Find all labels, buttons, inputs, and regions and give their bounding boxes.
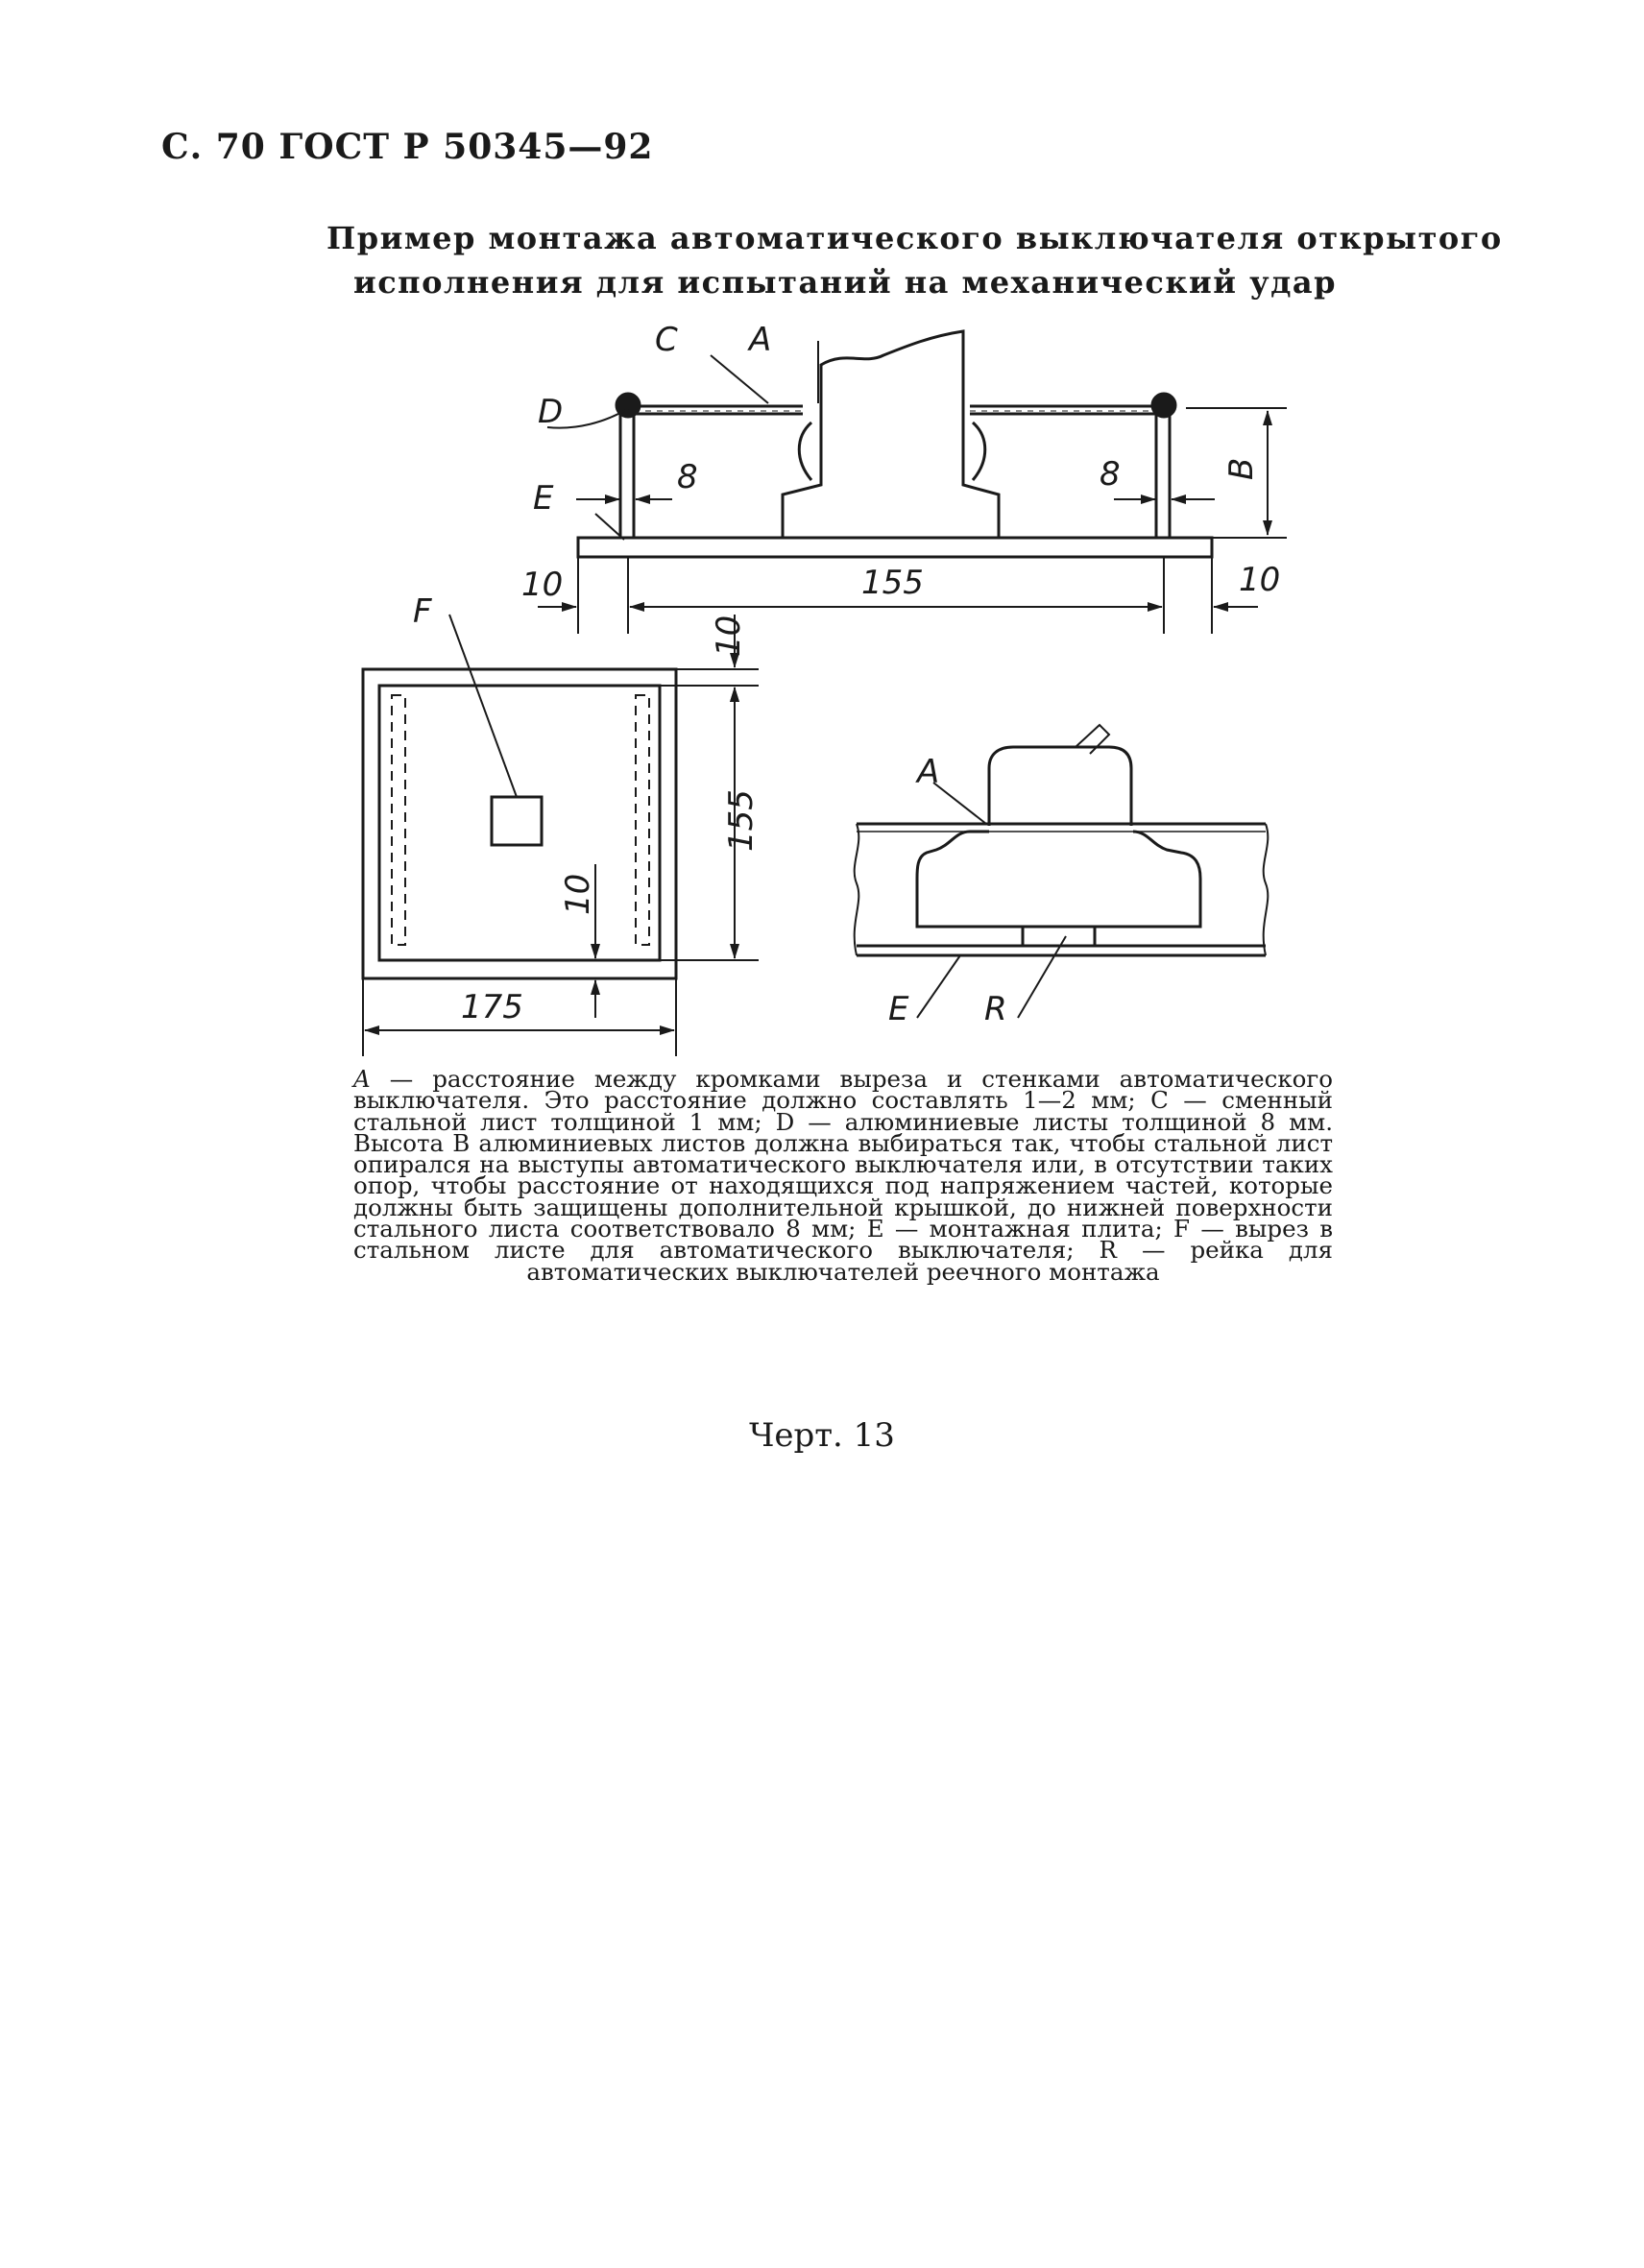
cutout-F (492, 797, 542, 845)
steel-sheet-plan (379, 686, 660, 960)
steel-sheet-left (628, 406, 803, 414)
steel-sheet-right (970, 406, 1164, 414)
dim-plan-width-175: 175 (461, 988, 523, 1026)
breaker-top-detail (989, 747, 1131, 826)
dim-plan-height-155: 155 (722, 789, 761, 852)
aluminium-sheet-left (620, 413, 634, 538)
label-A-top: A (749, 321, 772, 359)
dim-plan-top-10: 10 (710, 615, 748, 657)
aluminium-sheet-right (1156, 413, 1170, 538)
label-E-top: E (533, 479, 554, 518)
figure-legend (353, 1065, 1333, 1286)
mounting-plate-side (578, 538, 1212, 557)
label-F: F (413, 592, 432, 631)
legend-text: — расстояние между кромками выреза и стенками автоматического выключателя. Это расстояние должно составлять 1—2 мм; С — сменный стальной лист толщиной 1 мм; D — алюминиевые листы толщиной 8 мм. Высота В алюминиевых листов должна выбираться так, чтобы стальной лист опирался на выступы автоматического выключателя или, в отсутствии таких опор, чтобы расстояние от находящихся под напряжением частей, которые должны быть защищены дополнительной крышкой, до нижней поверхности стального листа соответствовало 8 мм; Е — монтажная плита; F — вырез в стальном листе для автоматического выключателя; R — рейка для автоматических выключателей реечного монтажа (353, 1065, 1333, 1286)
figure-caption: Черт. 13 (749, 1416, 895, 1455)
leader-F (449, 615, 517, 797)
label-C: C (655, 321, 678, 359)
dim-right-10: 10 (1239, 561, 1281, 599)
breaker-body-side (783, 331, 999, 538)
legend-lead-letter: A (353, 1065, 371, 1093)
label-B: B (1222, 457, 1261, 480)
dim-left-10: 10 (521, 566, 564, 604)
mounting-plate-plan (363, 669, 676, 978)
technical-drawing (0, 0, 1644, 1066)
label-A-bottom: A (917, 753, 940, 791)
label-D: D (538, 393, 564, 431)
dim-plan-bottom-10: 10 (559, 873, 597, 915)
page-header: С. 70 ГОСТ Р 50345—92 (161, 127, 654, 167)
dim-span-155: 155 (861, 564, 924, 602)
breaker-body-detail (917, 832, 1200, 927)
label-E-bottom: E (888, 990, 909, 1028)
dim-gap-right: 8 (1100, 455, 1121, 494)
plan-view (363, 615, 759, 1056)
rail-R (1023, 927, 1095, 946)
drawing-labels (413, 321, 1280, 1028)
label-R: R (984, 990, 1007, 1028)
dim-gap-left: 8 (677, 458, 698, 496)
figure-title-line-1: Пример монтажа автоматического выключателя открытого (326, 220, 1503, 256)
figure-title-line-2: исполнения для испытаний на механический удар (352, 264, 1338, 301)
